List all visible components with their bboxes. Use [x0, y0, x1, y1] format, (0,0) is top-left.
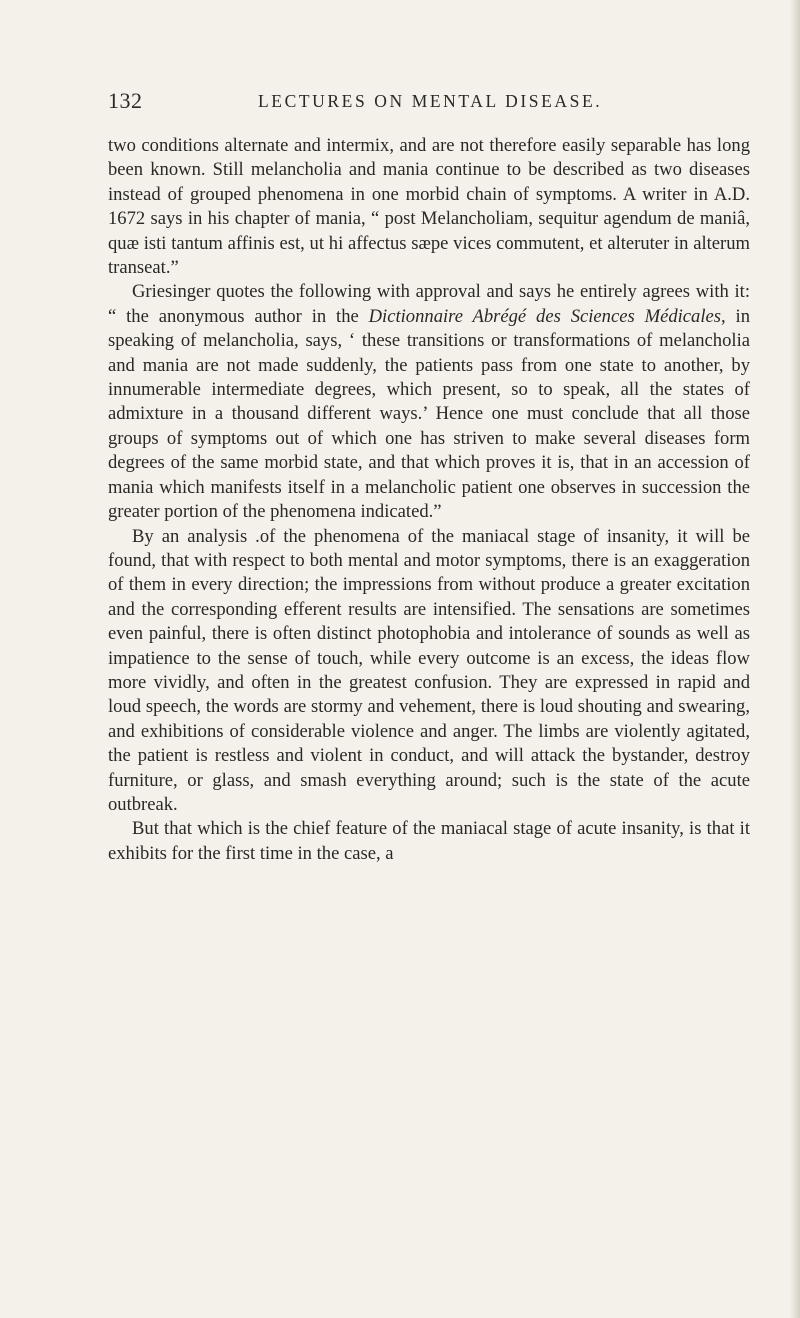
text-segment: By an analysis .of the phenomena of the maniacal stage of insanity, it will be found, that with respect to both mental and motor symptoms, there is an exaggeration of them in every direction; the impressions from without produce a greater excitation and the corresponding efferent results are intensified. The sensations are sometimes even painful, there is often distinct photophobia and intolerance of sounds as well as impatience to the sense of touch, while every outcome is an excess, the ideas flow more vividly, and often in the greatest confusion. They are expressed in rapid and loud speech, the words are stormy and vehement, there is loud shouting and swearing, and exhibitions of considerable violence and anger. The limbs are violently agitated, the patient is restless and violent in conduct, and will attack the bystander, destroy furniture, or glass, and smash everything around; such is the state of the acute outbreak. — [108, 525, 750, 815]
paragraph-4 — [108, 817, 750, 866]
italic-title: Dictionnaire Abrégé des Sciences Médicales — [368, 305, 722, 327]
text-segment: , in speaking of melancholia, says, ‘ these transitions or transformations of melancholia and mania are not made suddenly, the patients pass from one state to another, by innumerable intermediate degrees, which present, so to speak, all the states of admixture in a thousand different ways.’ Hence one must conclude that all those groups of symptoms out of which one has striven to make several diseases form degrees of the same morbid state, and that which proves it is, that in an accession of mania which manifests itself in a melancholic patient one observes in succession the greater portion of the phenomena indicated.” — [108, 305, 750, 523]
text-segment: two conditions alternate and intermix, and are not therefore easily separable has long been known. Still melancholia and mania continue to be described as two diseases instead of grouped phenomena in one morbid chain of symptoms. A writer in A.D. 1672 says in his chapter of mania, “ post Melancholiam, sequitur agendum de maniâ, quæ isti tantum affinis est, ut hi affectus sæpe vices commutent, et alteruter in alterum transeat.” — [108, 135, 750, 279]
paragraph-3 — [108, 525, 750, 818]
text-segment: But that which is the chief feature of the maniacal stage of acute insanity, is that it exhibits for the first time in the case, a — [108, 818, 750, 864]
paragraph-1 — [108, 134, 750, 280]
paragraph-2 — [108, 280, 750, 524]
running-head: LECTURES ON MENTAL DISEASE. — [258, 91, 603, 111]
page-edge-shadow — [790, 0, 800, 1318]
text-segment: Griesinger quotes the following with approval and says he entirely agrees with it: “ the anonymous author in the — [108, 281, 750, 327]
body-text — [108, 134, 750, 866]
page-header — [108, 88, 748, 118]
page-number: 132 — [108, 88, 143, 113]
